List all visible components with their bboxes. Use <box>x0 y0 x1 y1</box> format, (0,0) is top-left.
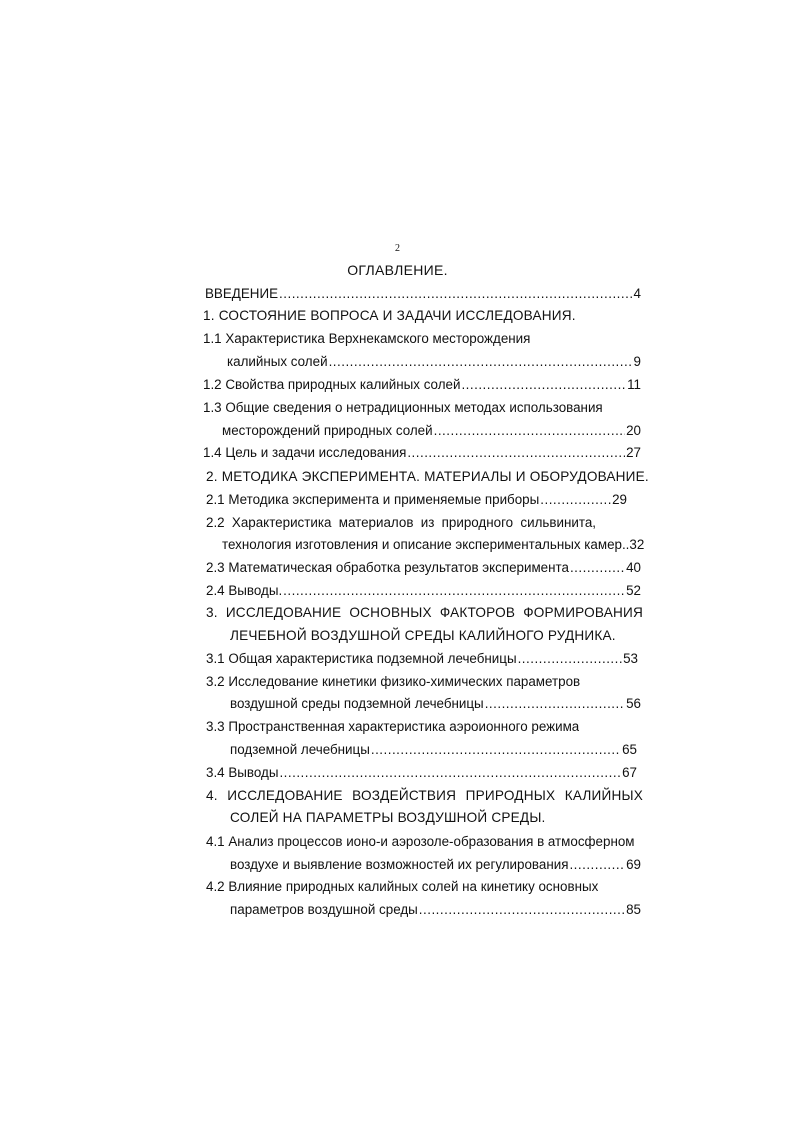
toc-entry-page: 52 <box>626 583 641 598</box>
toc-entry-text: 4.1 Анализ процессов ионо-и аэрозоле-образования в атмосферном <box>206 834 635 849</box>
toc-entry-page: 29 <box>612 492 627 507</box>
toc-entry[interactable] <box>206 513 596 533</box>
toc-entry-text: 4.2 Влияние природных калийных солей на кинетику основных <box>206 879 599 894</box>
toc-entry[interactable] <box>206 877 598 897</box>
toc-entry-page: 9 <box>633 354 641 369</box>
toc-entry-page: 53 <box>623 651 638 666</box>
toc-entry-page: 27 <box>626 445 641 460</box>
toc-entry-text: 3.3 Пространственная характеристика аэроионного режима <box>206 719 580 734</box>
toc-entry[interactable] <box>203 329 530 349</box>
toc-entry[interactable] <box>206 832 635 852</box>
toc-entry[interactable] <box>206 490 627 510</box>
toc-chapter-heading[interactable] <box>206 603 643 623</box>
toc-entry-page: 56 <box>626 696 641 711</box>
toc-entry-text: 1.2 Свойства природных калийных солей <box>203 377 461 392</box>
toc-entry-text: 3.2 Исследование кинетики физико-химических параметров <box>206 674 581 689</box>
toc-entry-text: 2.4 Выводы. <box>206 583 283 598</box>
toc-entry-text: 3.1 Общая характеристика подземной лечебницы <box>206 651 517 666</box>
toc-entry[interactable] <box>203 398 603 418</box>
toc-entry-page: 11 <box>627 377 641 392</box>
toc-entry[interactable] <box>206 581 641 601</box>
leader-dots <box>329 352 633 372</box>
leader-dots <box>434 421 626 441</box>
toc-entry-page: 20 <box>626 423 641 438</box>
leader-dots <box>283 581 625 601</box>
toc-entry[interactable] <box>230 855 641 875</box>
toc-entry-text: 2.2 Характеристика материалов из природного сильвинита, <box>206 515 596 530</box>
toc-chapter-heading[interactable] <box>230 626 616 646</box>
toc-entry[interactable] <box>222 421 641 441</box>
toc-title: ОГЛАВЛЕНИЕ. <box>347 262 448 278</box>
toc-entry-page: 65 <box>622 742 637 757</box>
page-number: 2 <box>395 243 400 254</box>
toc-chapter-heading[interactable] <box>206 467 649 487</box>
leader-dots <box>461 375 626 395</box>
toc-entry-text: 1.4 Цель и задачи исследования <box>203 445 407 460</box>
leader-dots <box>279 284 633 304</box>
toc-entry-text: воздушной среды подземной лечебницы <box>230 696 484 711</box>
toc-entry[interactable] <box>206 672 580 692</box>
leader-dots <box>518 649 623 669</box>
toc-entry-text: ЛЕЧЕБНОЙ ВОЗДУШНОЙ СРЕДЫ КАЛИЙНОГО РУДНИКА. <box>230 628 616 643</box>
toc-chapter-heading[interactable] <box>203 306 576 326</box>
leader-dots <box>570 558 625 578</box>
toc-entry-text: воздухе и выявление возможностей их регулирования <box>230 857 569 872</box>
toc-entry-text: 2.3 Математическая обработка результатов эксперимента <box>206 560 569 575</box>
toc-entry-text: технология изготовления и описание экспериментальных камер..32 <box>222 537 645 552</box>
leader-dots <box>569 855 625 875</box>
toc-entry[interactable] <box>227 352 641 372</box>
toc-entry[interactable] <box>206 717 579 737</box>
toc-entry-text: 2. МЕТОДИКА ЭКСПЕРИМЕНТА. МАТЕРИАЛЫ И ОБОРУДОВАНИЕ. <box>206 469 649 484</box>
toc-entry-text: ВВЕДЕНИЕ <box>205 286 279 301</box>
toc-entry[interactable] <box>222 535 644 555</box>
toc-entry[interactable] <box>206 763 637 783</box>
toc-entry-text: СОЛЕЙ НА ПАРАМЕТРЫ ВОЗДУШНОЙ СРЕДЫ. <box>230 810 546 825</box>
leader-dots <box>407 443 625 463</box>
leader-dots <box>371 740 621 760</box>
toc-entry-text: параметров воздушной среды <box>230 902 418 917</box>
toc-entry-text: 3. ИССЛЕДОВАНИЕ ОСНОВНЫХ ФАКТОРОВ ФОРМИРОВАНИЯ <box>206 605 643 620</box>
toc-entry-text: 1. СОСТОЯНИЕ ВОПРОСА И ЗАДАЧИ ИССЛЕДОВАНИЯ. <box>203 308 576 323</box>
toc-entry-text: 3.4 Выводы <box>206 765 279 780</box>
toc-entry[interactable] <box>230 900 641 920</box>
leader-dots <box>540 490 611 510</box>
toc-entry-text: месторождений природных солей <box>222 423 433 438</box>
toc-entry[interactable] <box>203 443 641 463</box>
toc-entry-text: калийных солей <box>227 354 328 369</box>
toc-entry-text: 1.1 Характеристика Верхнекамского месторождения <box>203 331 531 346</box>
toc-entry[interactable] <box>230 694 641 714</box>
toc-entry-text: 1.3 Общие сведения о нетрадиционных методах использования <box>203 400 603 415</box>
toc-entry[interactable] <box>230 740 637 760</box>
toc-entry[interactable] <box>206 649 638 669</box>
toc-entry[interactable] <box>205 284 641 304</box>
leader-dots <box>485 694 625 714</box>
toc-entry-text: 4. ИССЛЕДОВАНИЕ ВОЗДЕЙСТВИЯ ПРИРОДНЫХ КАЛИЙНЫХ <box>206 788 643 803</box>
toc-entry-text: подземной лечебницы <box>230 742 370 757</box>
toc-entry-page: 85 <box>626 902 641 917</box>
toc-entry-text: 2.1 Методика эксперимента и применяемые приборы <box>206 492 540 507</box>
toc-entry[interactable] <box>206 558 641 578</box>
toc-entry-page: 40 <box>626 560 641 575</box>
toc-chapter-heading[interactable] <box>230 808 546 828</box>
leader-dots <box>419 900 625 920</box>
toc-entry[interactable] <box>203 375 641 395</box>
toc-entry-page: 69 <box>626 857 641 872</box>
leader-dots <box>279 763 621 783</box>
toc-entry-page: 4 <box>633 286 641 301</box>
toc-entry-page: 67 <box>622 765 637 780</box>
toc-chapter-heading[interactable] <box>206 786 643 806</box>
